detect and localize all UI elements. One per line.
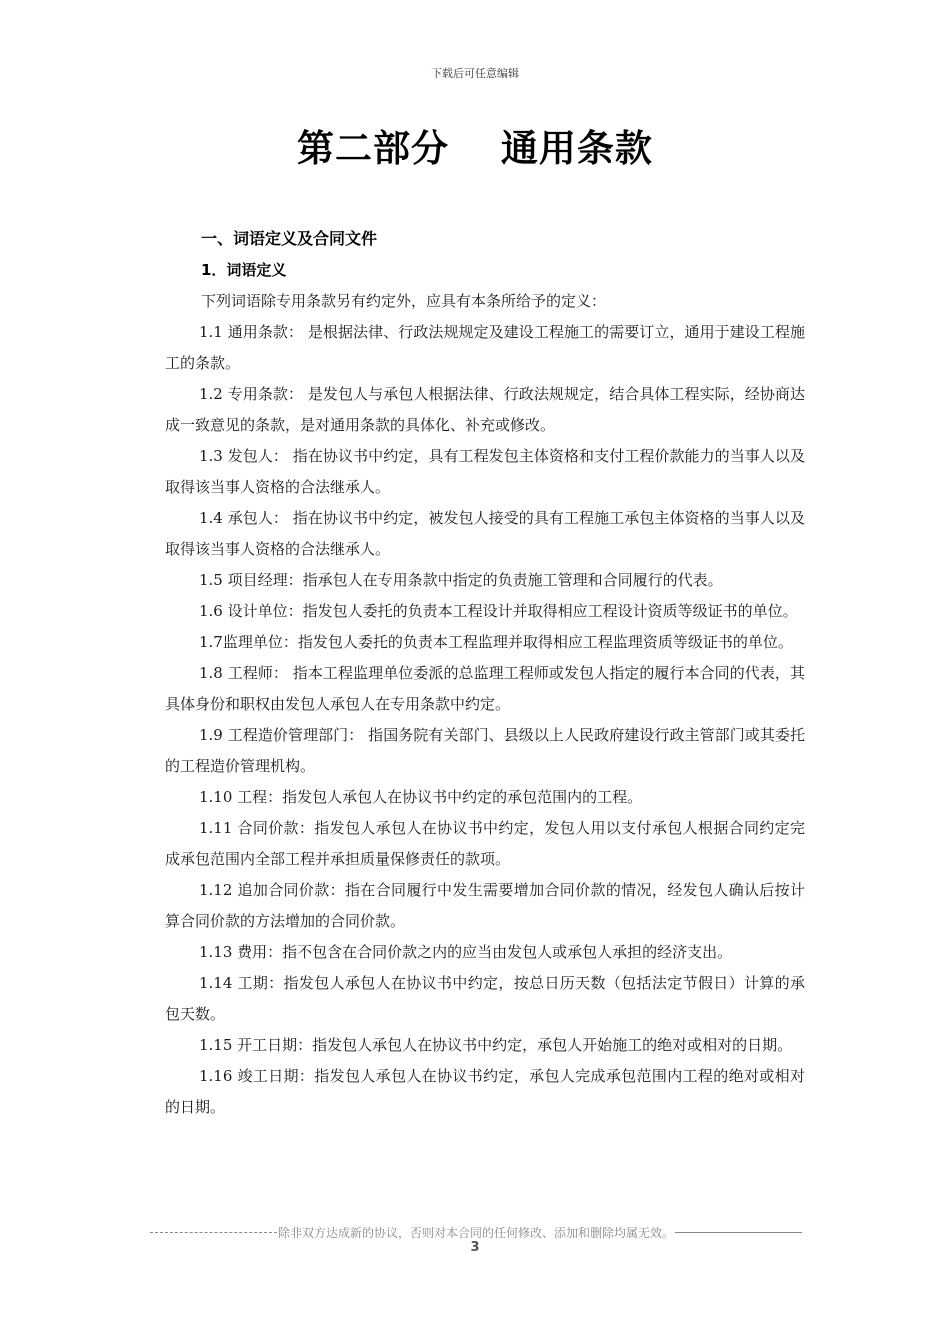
subsection-heading: 1．词语定义 <box>201 261 287 279</box>
clause-1-11: 1.11 合同价款：指发包人承包人在协议书中约定，发包人用以支付承包人根据合同约定完成承包范围内全部工程并承担质量保修责任的款项。 <box>165 819 805 868</box>
clause-1-5: 1.5 项目经理：指承包人在专用条款中指定的负责施工管理和合同履行的代表。 <box>199 571 723 589</box>
document-title: 第二部分 通用条款 <box>297 127 653 170</box>
page-footer <box>150 1224 802 1241</box>
footer-left-rule <box>150 1232 277 1233</box>
clause-1-7: 1.7监理单位：指发包人委托的负责本工程监理并取得相应工程监理资质等级证书的单位。 <box>199 633 793 651</box>
page-number: 3 <box>470 1240 480 1255</box>
clause-1-1: 1.1 通用条款： 是根据法律、行政法规规定及建设工程施工的需要订立，通用于建设工程施工的条款。 <box>165 323 805 372</box>
clause-1-3: 1.3 发包人： 指在协议书中约定，具有工程发包主体资格和支付工程价款能力的当事人以及取得该当事人资格的合法继承人。 <box>165 447 805 496</box>
clause-1-16: 1.16 竣工日期：指发包人承包人在协议书约定，承包人完成承包范围内工程的绝对或相对的日期。 <box>165 1067 805 1116</box>
clause-1-9: 1.9 工程造价管理部门： 指国务院有关部门、县级以上人民政府建设行政主管部门或其委托的工程造价管理机构。 <box>165 726 805 775</box>
clause-1-4: 1.4 承包人： 指在协议书中约定，被发包人接受的具有工程施工承包主体资格的当事人以及取得该当事人资格的合法继承人。 <box>165 509 805 558</box>
footer-disclaimer: 除非双方达成新的协议，否则对本合同的任何修改、添加和删除均属无效。 <box>278 1226 675 1240</box>
clause-1-14: 1.14 工期：指发包人承包人在协议书中约定，按总日历天数（包括法定节假日）计算的承包天数。 <box>165 974 805 1023</box>
clause-1-12: 1.12 追加合同价款：指在合同履行中发生需要增加合同价款的情况，经发包人确认后按计算合同价款的方法增加的合同价款。 <box>165 881 805 930</box>
clause-1-10: 1.10 工程：指发包人承包人在协议书中约定的承包范围内的工程。 <box>199 788 643 806</box>
document-body <box>165 223 805 1123</box>
clause-1-6: 1.6 设计单位：指发包人委托的负责本工程设计并取得相应工程设计资质等级证书的单位。 <box>199 602 798 620</box>
clause-1-8: 1.8 工程师： 指本工程监理单位委派的总监理工程师或发包人指定的履行本合同的代表，其具体身份和职权由发包人承包人在专用条款中约定。 <box>165 664 805 713</box>
section-heading: 一、词语定义及合同文件 <box>201 229 378 248</box>
clause-1-13: 1.13 费用：指不包含在合同价款之内的应当由发包人或承包人承担的经济支出。 <box>199 943 733 961</box>
clause-1-2: 1.2 专用条款： 是发包人与承包人根据法律、行政法规规定，结合具体工程实际，经协商达成一致意见的条款，是对通用条款的具体化、补充或修改。 <box>165 385 805 434</box>
clause-1-15: 1.15 开工日期：指发包人承包人在协议书中约定，承包人开始施工的绝对或相对的日期。 <box>199 1036 793 1054</box>
footer-right-rule <box>675 1232 802 1233</box>
page-header-note: 下载后可任意编辑 <box>431 67 519 80</box>
intro-paragraph: 下列词语除专用条款另有约定外，应具有本条所给予的定义： <box>201 292 607 310</box>
